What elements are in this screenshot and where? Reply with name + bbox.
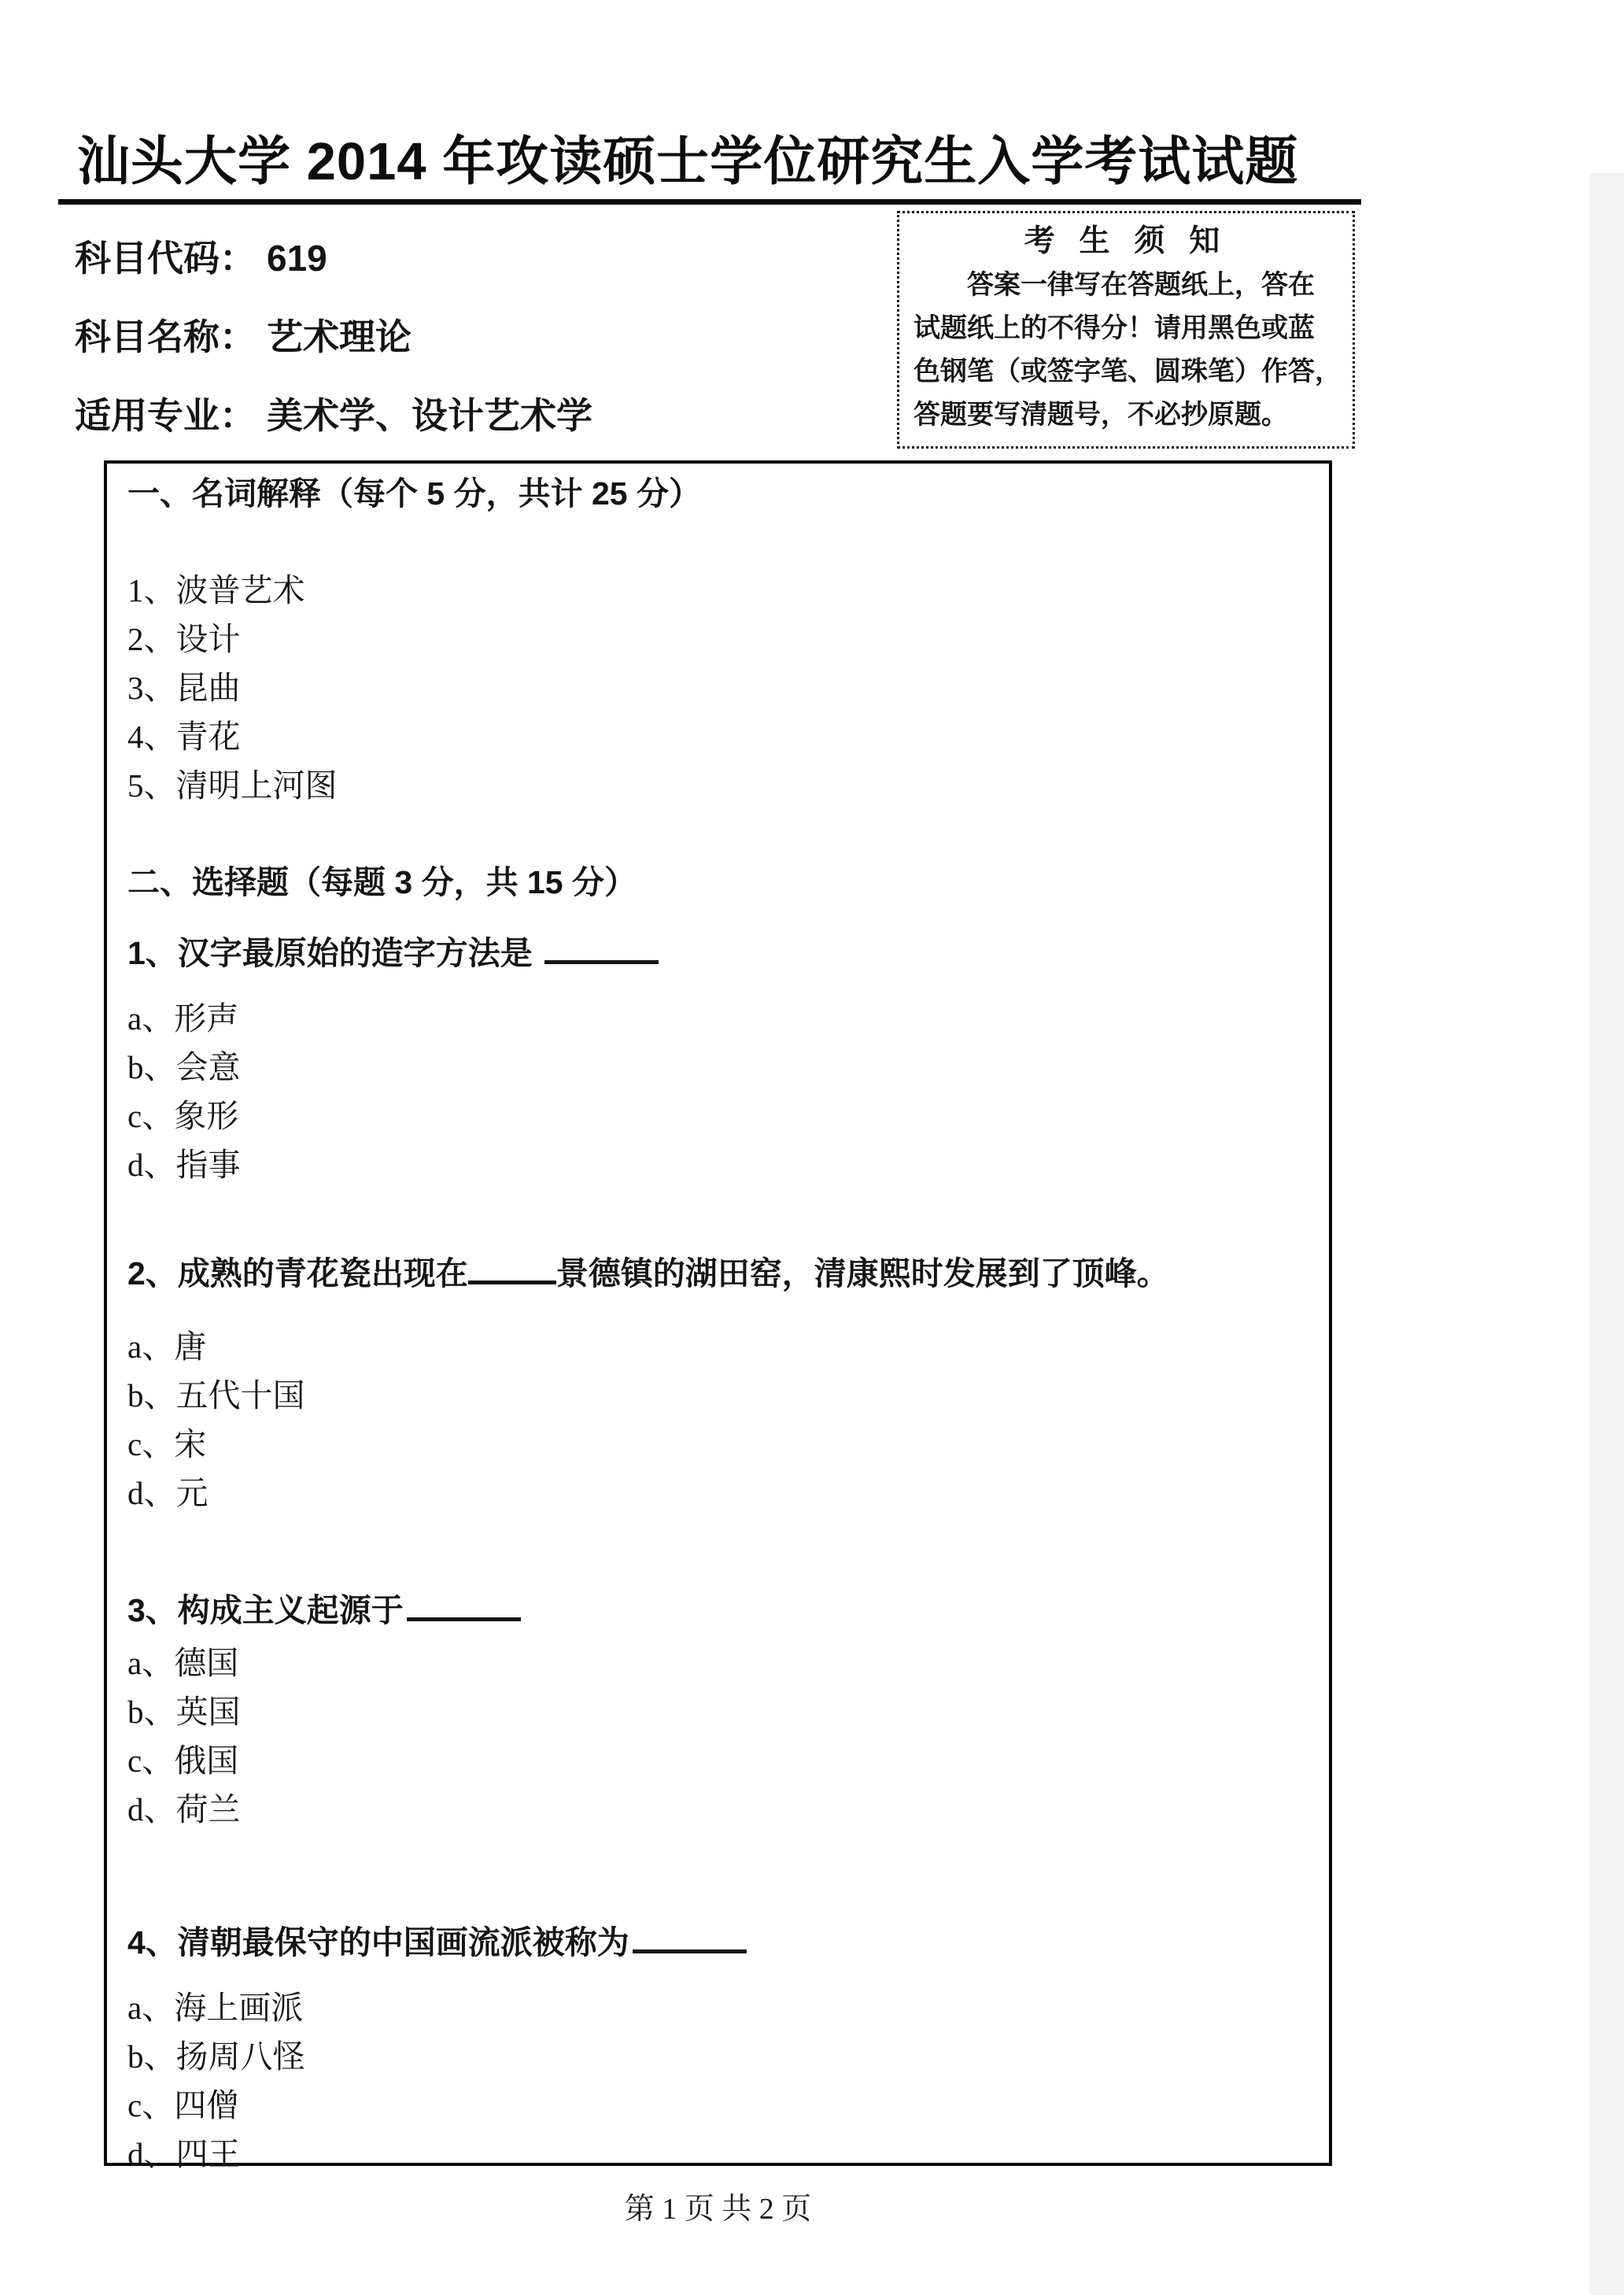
subject-code-label: 科目代码： bbox=[75, 238, 256, 279]
question-option: d、元 bbox=[127, 1475, 209, 1511]
stem-text: 3、构成主义起源于 bbox=[127, 1592, 404, 1628]
answer-blank bbox=[544, 926, 659, 964]
stem-text: 2、成熟的青花瓷出现在 bbox=[127, 1255, 468, 1292]
question-option: d、指事 bbox=[127, 1147, 241, 1183]
candidate-notice-box bbox=[897, 211, 1355, 449]
notice-title: 考 生 须 知 bbox=[1024, 224, 1228, 258]
notice-line: 答案一律写在答题纸上，答在 bbox=[967, 270, 1315, 300]
question-option: a、德国 bbox=[127, 1645, 239, 1681]
page-number-footer: 第 1 页 共 2 页 bbox=[624, 2193, 812, 2226]
section2-heading: 二、选择题（每题 3 分，共 15 分） bbox=[127, 864, 637, 900]
question-option: c、宋 bbox=[127, 1426, 207, 1462]
subject-name-row bbox=[75, 312, 592, 362]
question-stem bbox=[127, 1583, 1305, 1634]
section1-heading: 一、名词解释（每个 5 分，共计 25 分） bbox=[127, 475, 701, 512]
question-stem bbox=[127, 1915, 1305, 1966]
question-box bbox=[104, 460, 1332, 2172]
subject-name-label: 科目名称： bbox=[75, 316, 256, 357]
notice-line: 试题纸上的不得分！请用黑色或蓝 bbox=[914, 313, 1315, 343]
stem-text: 4、清朝最保守的中国画流派被称为 bbox=[127, 1924, 629, 1961]
question-option: a、形声 bbox=[127, 1000, 239, 1037]
question-option: c、俄国 bbox=[127, 1743, 239, 1779]
question-option: a、唐 bbox=[127, 1329, 207, 1365]
term-item: 5、清明上河图 bbox=[127, 767, 338, 804]
exam-title: 汕头大学 2014 年攻读硕士学位研究生入学考试试题 bbox=[77, 132, 1299, 191]
question-stem bbox=[127, 1246, 1305, 1297]
question-option: b、会意 bbox=[127, 1049, 241, 1085]
answer-blank bbox=[407, 1583, 521, 1621]
applicable-major-label: 适用专业： bbox=[75, 395, 256, 436]
term-item: 4、青花 bbox=[127, 719, 241, 755]
question-option: b、五代十国 bbox=[127, 1377, 305, 1414]
stem-text: 景德镇的湖田窑，清康熙时发展到了顶峰。 bbox=[555, 1255, 1169, 1292]
question-option: b、扬周八怪 bbox=[127, 2038, 305, 2075]
applicable-major-row bbox=[75, 390, 592, 441]
scan-edge-shadow bbox=[1589, 173, 1624, 2295]
answer-blank bbox=[468, 1246, 556, 1284]
title-divider bbox=[58, 199, 1361, 205]
notice-line: 色钢笔（或签字笔、圆珠笔）作答， bbox=[914, 357, 1342, 386]
question-option: d、四王 bbox=[127, 2136, 241, 2172]
subject-code-value: 619 bbox=[267, 238, 327, 279]
notice-line: 答题要写清题号，不必抄原题。 bbox=[914, 400, 1288, 430]
applicable-major-value: 美术学、设计艺术学 bbox=[267, 395, 592, 436]
question-option: d、荷兰 bbox=[127, 1791, 241, 1828]
answer-blank bbox=[633, 1915, 747, 1953]
term-item: 2、设计 bbox=[127, 621, 241, 657]
question-stem bbox=[127, 926, 1305, 977]
question-option: c、四僧 bbox=[127, 2087, 239, 2123]
subject-name-value: 艺术理论 bbox=[267, 316, 412, 357]
exam-meta bbox=[75, 233, 592, 469]
stem-text: 1、汉字最原始的造字方法是 bbox=[127, 935, 542, 971]
term-item: 1、波普艺术 bbox=[127, 572, 305, 608]
term-item: 3、昆曲 bbox=[127, 670, 241, 706]
question-option: b、英国 bbox=[127, 1694, 241, 1730]
question-option: c、象形 bbox=[127, 1098, 239, 1134]
question-option: a、海上画派 bbox=[127, 1990, 304, 2026]
subject-code-row bbox=[75, 233, 592, 283]
